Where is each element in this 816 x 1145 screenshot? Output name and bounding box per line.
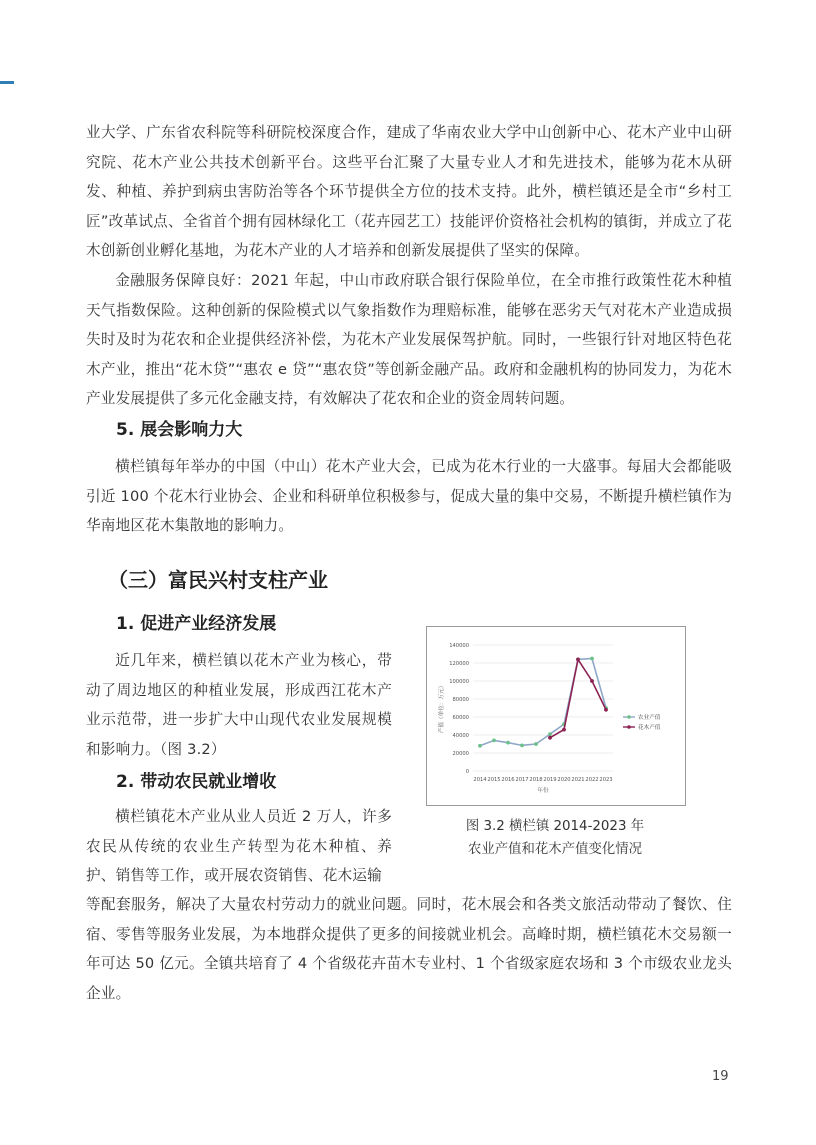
legend-swatch-marker [627,725,631,729]
x-tick-label: 2015 [487,777,501,783]
data-point [590,679,594,683]
data-point [562,728,566,732]
line-chart [427,627,685,805]
series-line-2 [550,659,606,737]
legend-label: 农业产值 [638,715,661,721]
figure-caption-line2: 农业产值和花木产值变化情况 [467,842,643,857]
y-tick-label: 20000 [452,751,469,757]
y-tick-label: 40000 [452,733,469,739]
paragraph-employment-part2: 等配套服务，解决了大量农村劳动力的就业问题。同时，花木展会和各类文旅活动带动了餐饮、住宿、零售等服务业发展，为本地群众提供了更多的间接就业机会。高峰时期，横栏镇花木交易额一年可达 50 亿元。全镇共培育了 4 个省级花卉苗木专业村、1 个省级家庭农场和 3 个市级农业龙头企业。 [86,896,732,1002]
data-point [590,657,594,661]
y-axis-label: 产值（单位：万元） [439,682,445,734]
y-tick-label: 100000 [449,679,469,685]
data-point [548,732,552,736]
legend-label: 花木产值 [638,725,661,731]
y-tick-label: 60000 [452,715,469,721]
series-line-1 [480,659,606,746]
paragraph-expo: 横栏镇每年举办的中国（中山）花木产业大会，已成为花木行业的一大盛事。每届大会都能吸引近 100 个花木行业协会、企业和科研单位积极参与，促成大量的集中交易，不断提升横栏镇作为华南地区花木集散地的影响力。 [86,458,732,535]
figure-caption-line1: 图 3.2 横栏镇 2014-2023 年 [465,819,645,834]
data-point [604,708,608,712]
heading-expo-influence: 5. 展会影响力大 [116,420,243,440]
y-tick-label: 80000 [452,697,469,703]
paragraph-financial-services: 金融服务保障良好：2021 年起，中山市政府联合银行保险单位，在全市推行政策性花木种植天气指数保险。这种创新的保险模式以气象指数作为理赔标准，能够在恶劣天气对花木产业造成损失时及时为花农和企业提供经济补偿，为花木产业发展保驾护航。同时，一些银行针对地区特色花木产业，推出“花木贷”“惠农 e 贷”“惠农贷”等创新金融产品。政府和金融机构的协同发力，为花木产业发展提供了多元化金融支持，有效解决了花农和企业的资金周转问题。 [86,272,732,408]
heading-employment: 2. 带动农民就业增收 [116,772,277,792]
x-tick-label: 2018 [529,777,543,783]
data-point [576,658,580,662]
x-tick-label: 2014 [473,777,487,783]
heading-economic-development: 1. 促进产业经济发展 [116,614,277,634]
x-tick-label: 2021 [571,777,585,783]
data-point [534,742,538,746]
paragraph-employment-part1: 横栏镇花木产业从业人员近 2 万人，许多农民从传统的农业生产转型为花木种植、养护、销售等工作，或开展农资销售、花木运输 [86,808,392,885]
y-tick-label: 140000 [449,643,469,649]
data-point [520,743,524,747]
page-number: 19 [712,1069,729,1084]
x-tick-label: 2022 [585,777,599,783]
legend-swatch-marker [627,715,631,719]
page-edge-marker [0,81,14,84]
data-point [492,739,496,743]
y-tick-label: 120000 [449,661,469,667]
data-point [506,741,510,745]
paragraph-economic-development: 近几年来，横栏镇以花木产业为核心，带动了周边地区的种植业发展，形成西江花木产业示范带，进一步扩大中山现代农业发展规模和影响力。（图 3.2） [86,652,392,758]
data-point [478,744,482,748]
x-axis-label: 年份 [537,788,549,794]
x-tick-label: 2023 [599,777,613,783]
x-tick-label: 2020 [557,777,571,783]
x-tick-label: 2016 [501,777,515,783]
paragraph-research-cooperation: 业大学、广东省农科院等科研院校深度合作，建成了华南农业大学中山创新中心、花木产业中山研究院、花木产业公共技术创新平台。这些平台汇聚了大量专业人才和先进技术，能够为花木从研发、种植、养护到病虫害防治等各个环节提供全方位的技术支持。此外，横栏镇还是全市“乡村工匠”改革试点、全省首个拥有园林绿化工（花卉园艺工）技能评价资格社会机构的镇街，并成立了花木创新创业孵化基地，为花木产业的人才培养和创新发展提供了坚实的保障。 [86,124,732,260]
x-tick-label: 2017 [515,777,529,783]
data-point [548,736,552,740]
figure-output-chart [426,626,686,806]
y-tick-label: 0 [465,769,469,775]
x-tick-label: 2019 [543,777,557,783]
section-heading-pillar-industry: （三）富民兴村支柱产业 [108,568,328,592]
